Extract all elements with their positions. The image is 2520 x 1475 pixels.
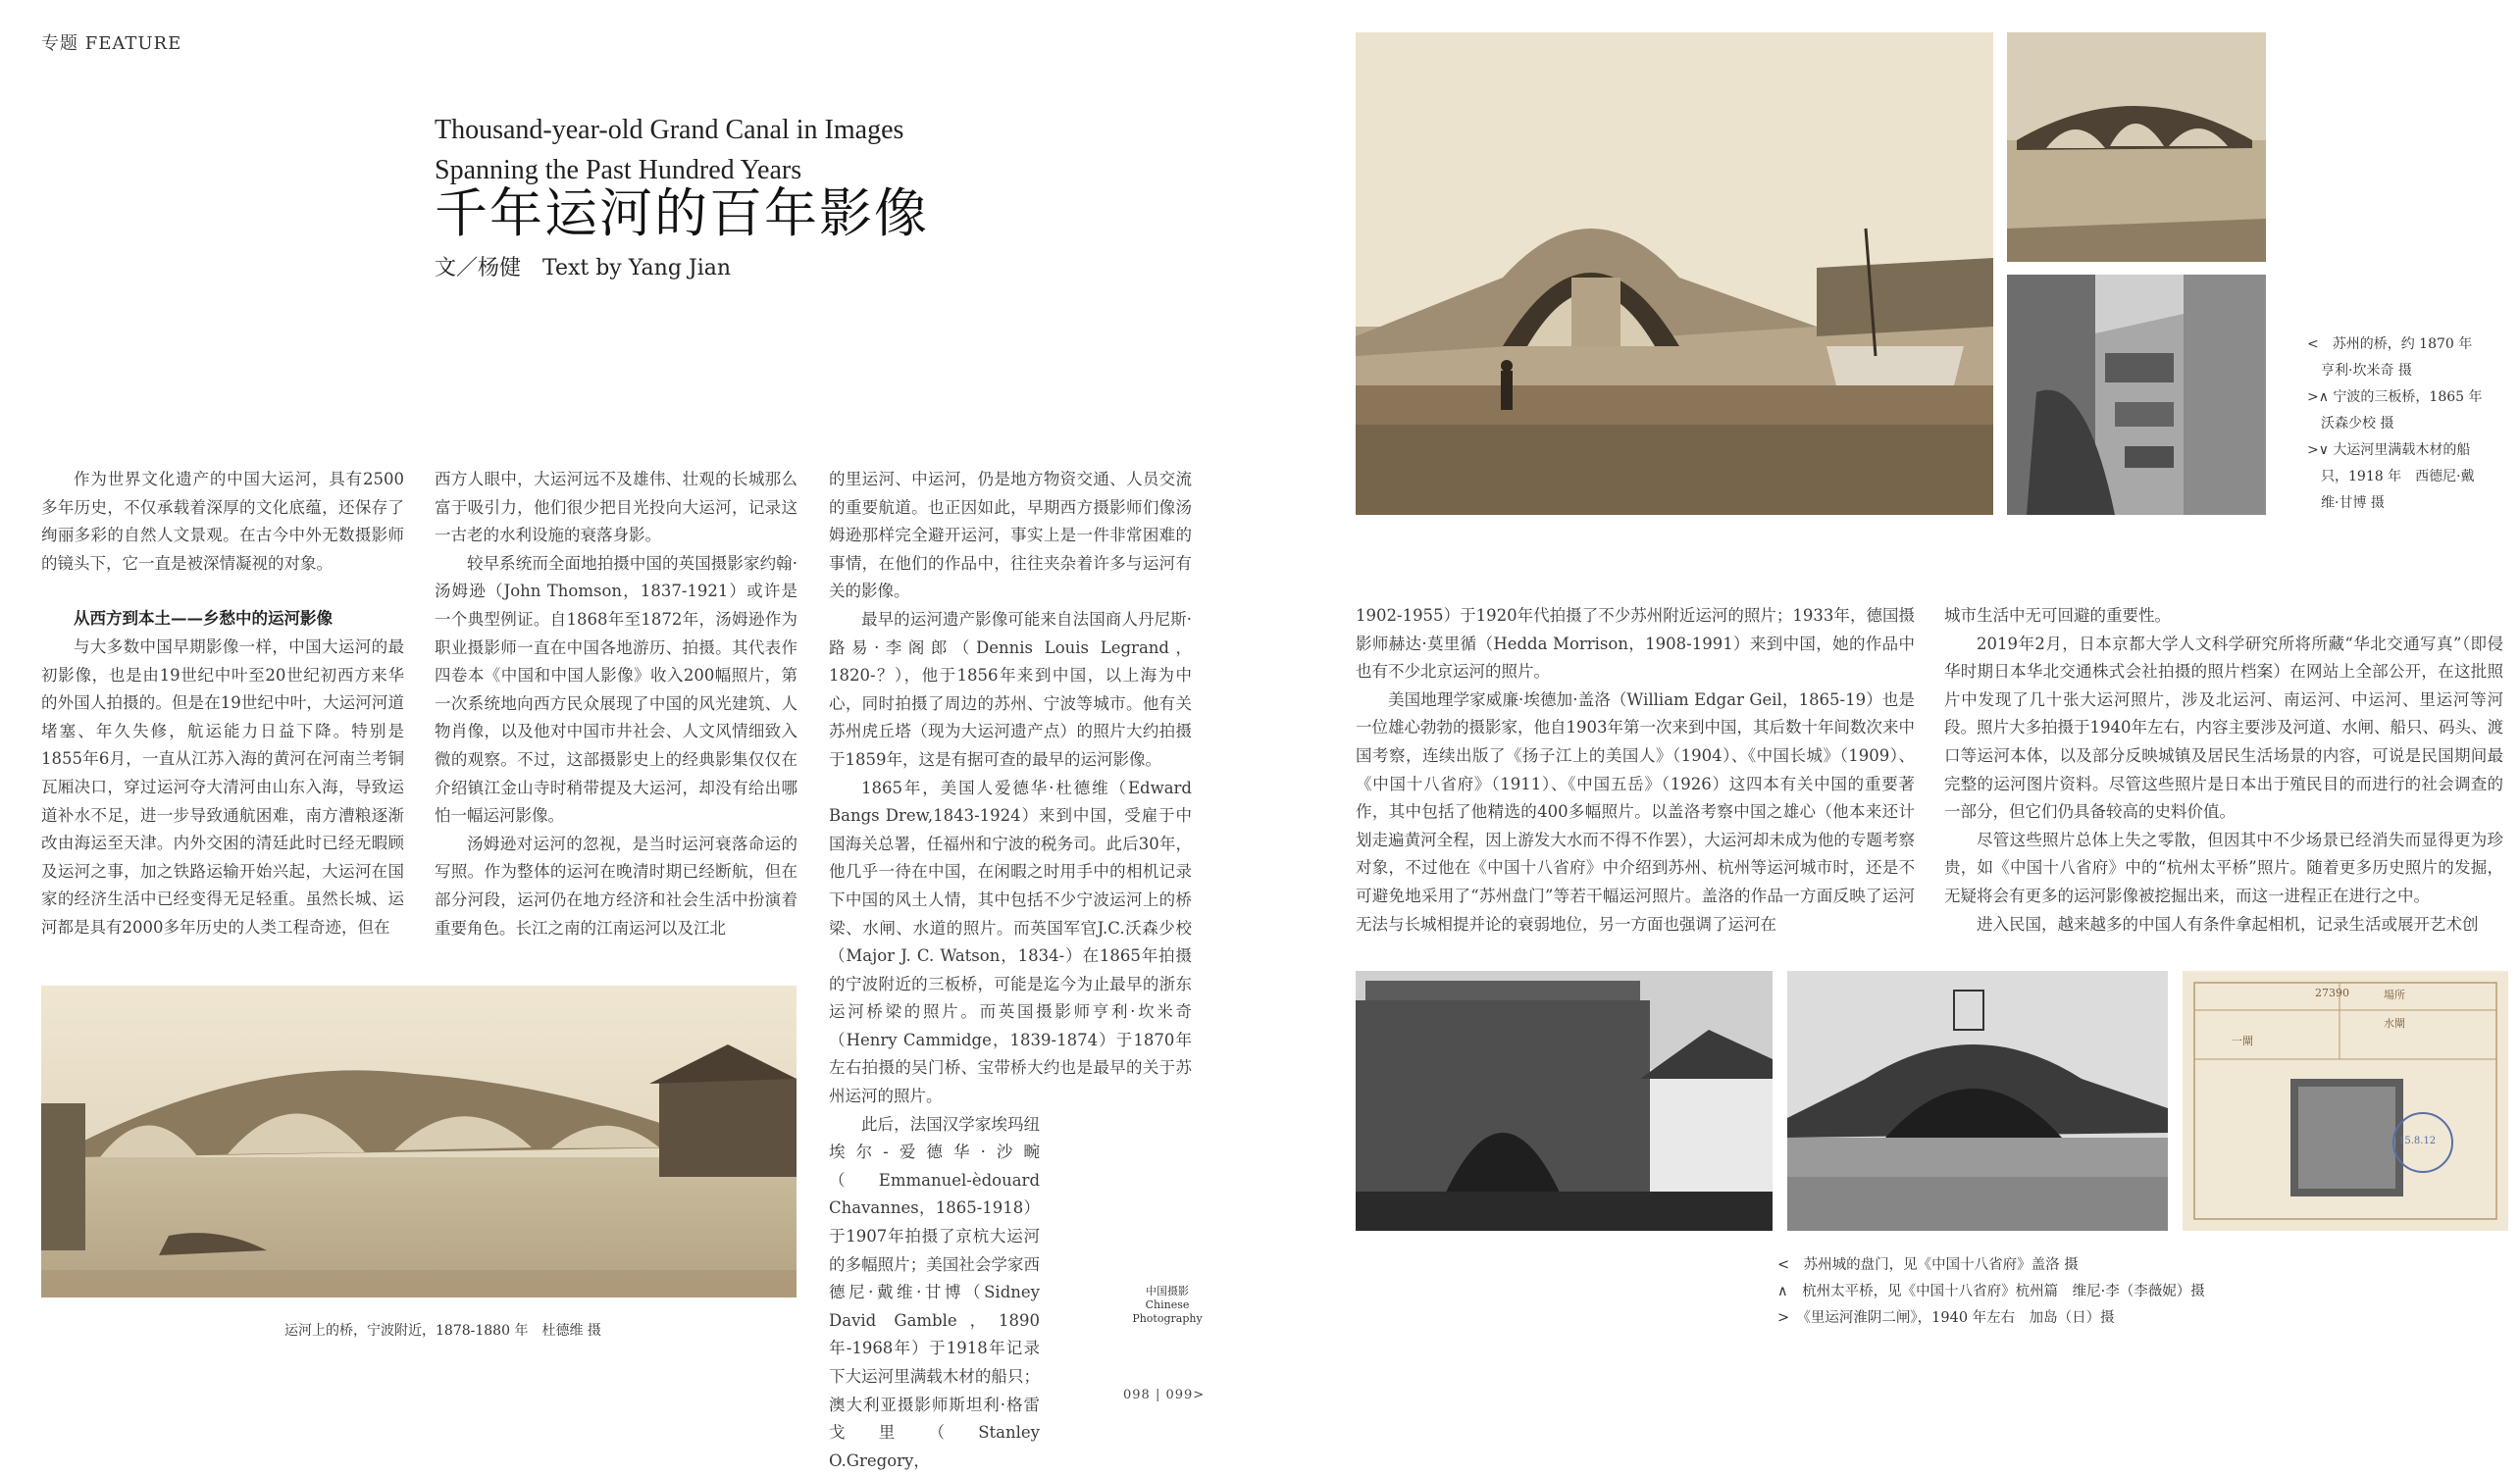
photo-caption: 运河上的桥，宁波附近，1878-1880 年 杜德维 摄 [284, 1323, 601, 1339]
section-label: 专题 FEATURE [41, 33, 182, 54]
card-number: 27390 [2315, 987, 2349, 999]
card-stamp: 15.8.12 [2398, 1136, 2437, 1146]
card-small-label: 一閘 [2232, 1035, 2253, 1047]
caption-line: < 苏州的桥，约 1870 年 [2307, 336, 2473, 352]
paragraph: 尽管这些照片总体上失之零散，但因其中不少场景已经消失而显得更为珍贵，如《中国十八省府》中的“杭州太平桥”照片。随着更多历史照片的发掘，无疑将会有更多的运河影像被挖掘出来，而这一进程正在进行之中。 [1944, 830, 2503, 905]
caption-line: > 《里运河淮阴二闸》，1940 年左右 加岛（日）摄 [1777, 1310, 2115, 1326]
paragraph: 美国地理学家威廉·埃德加·盖洛（William Edgar Geil，1865-19）也是一位雄心勃勃的摄影家，他自1903年第一次来到中国，其后数十年间数次来中国考察，连续出版了《扬子江上的美国人》（1904）、《中国长城》（1909）、《中国十八省府》（1911）、《中国五岳》（1926）这四本有关中国的重要著作，其中包括了他精选的400多幅照片。以盖洛考察中国之雄心（他本来还计划走遍黄河全程，因上游发大水而不得不作罢），大运河却未成为他的专题考察对象，不过他在《中国十八省府》中介绍到苏州、杭州等运河城市时，还是不可避免地采用了“苏州盘门”等若干幅运河照片。盖洛的作品一方面反映了运河无法与长城相提并论的衰弱地位，另一方面也强调了运河在 [1356, 689, 1915, 934]
magazine-credit [1128, 1285, 1207, 1326]
caption-line: 沃森少校 摄 [2307, 416, 2394, 432]
body-column-2 [435, 466, 797, 942]
caption-line: 亨利·坎米奇 摄 [2307, 363, 2412, 379]
paragraph: 汤姆逊对运河的忽视，是当时运河衰落命运的写照。作为整体的运河在晚清时期已经断航，但在部分河段，运河仍在地方经济和社会生活中扮演着重要角色。长江之南的江南运河以及江北 [435, 834, 797, 938]
byline: 文／杨健 Text by Yang Jian [435, 256, 732, 280]
photo-archive-card [2183, 971, 2508, 1231]
section-heading: 从西方到本土——乡愁中的运河影像 [74, 609, 333, 629]
body-column-5 [1944, 602, 2503, 939]
paragraph: 城市生活中无可回避的重要性。 [1944, 606, 2171, 625]
paragraph: 西方人眼中，大运河远不及雄伟、壮观的长城那么富于吸引力，他们很少把目光投向大运河，记录这一古老的水利设施的衰落身影。 [435, 470, 797, 545]
caption-line: 维·甘博 摄 [2307, 495, 2385, 511]
paragraph: 进入民国，越来越多的中国人有条件拿起相机，记录生活或展开艺术创 [1977, 914, 2479, 934]
credit-line: Photography [1132, 1312, 1203, 1325]
paragraph: 的里运河、中运河，仍是地方物资交通、人员交流的重要航道。也正因如此，早期西方摄影师们像汤姆逊那样完全避开运河，事实上是一件非常困难的事情，在他们的作品中，往往夹杂着许多与运河有关的影像。 [829, 470, 1192, 601]
paragraph: 1865年，美国人爱德华·杜德维（Edward Bangs Drew,1843-1924）来到中国，受雇于中国海关总署，任福州和宁波的税务司。此后30年，他几乎一待在中国，在闲暇之时用手中的相机记录下中国的风土人情，其中包括不少宁波运河上的桥梁、水闸、水道的照片。而英国军官J.C.沃森少校（Major J. C. Watson，1834-）在1865年拍摄的宁波附近的三板桥，可能是迄今为止最早的浙东运河桥梁的照片。而英国摄影师亨利·坎米奇（Henry Cammidge，1839-1874）于1870年左右拍摄的吴门桥、宝带桥大约也是最早的关于苏州运河的照片。 [829, 778, 1192, 1106]
body-column-4 [1356, 602, 1915, 939]
page-numbers: 098 | 099> [1123, 1388, 1206, 1402]
paragraph: 2019年2月，日本京都大学人文科学研究所将所藏“华北交通写真”（即侵华时期日本华北交通株式会社拍摄的照片档案）在网站上全部公开，在这批照片中发现了几十张大运河照片，涉及北运河、南运河、中运河、里运河等河段。照片大多拍摄于1940年左右，内容主要涉及河道、水闸、船只、码头、渡口等运河本体，以及部分反映城镇及居民生活场景的内容，可说是民国期间最完整的运河图片资料。尽管这些照片是日本出于殖民目的而进行的社会调查的一部分，但它们仍具备较高的史料价值。 [1944, 634, 2503, 822]
photo-timber-boats [2007, 275, 2266, 515]
credit-line: Chinese [1145, 1298, 1190, 1311]
caption-line: 只，1918 年 西德尼·戴 [2307, 469, 2475, 484]
paragraph: 作为世界文化遗产的中国大运河，具有2500多年历史，不仅承载着深厚的文化底蕴，还保存了绚丽多彩的自然人文景观。在古今中外无数摄影师的镜头下，它一直是被深情凝视的对象。 [41, 470, 404, 573]
credit-line: 中国摄影 [1146, 1285, 1189, 1297]
title-english [435, 110, 903, 190]
side-caption [2307, 331, 2508, 517]
photo-ningbo-bridge [41, 986, 797, 1297]
photo-hangzhou-taiping-bridge [1787, 971, 2168, 1231]
paragraph: 较早系统而全面地拍摄中国的英国摄影家约翰·汤姆逊（John Thomson，1837-1921）或许是一个典型例证。自1868年至1872年，汤姆逊作为职业摄影师一直在中国各地游历、拍摄。其代表作四卷本《中国和中国人影像》收入200幅照片，第一次系统地向西方民众展现了中国的风光建筑、人物肖像，以及他对中国市井社会、人文风情细致入微的观察。不过，这部摄影史上的经典影集仅仅在介绍镇江金山寺时稍带提及大运河，却没有给出哪怕一幅运河影像。 [435, 553, 797, 826]
title-chinese: 千年运河的百年影像 [435, 182, 929, 244]
photo-suzhou-panmen [1356, 971, 1773, 1231]
paragraph: 最早的运河遗产影像可能来自法国商人丹尼斯·路易·李阁郎（Dennis Louis Legrand，1820-？），他于1856年来到中国，以上海为中心，同时拍摄了周边的苏州、宁波等城市。他有关苏州虎丘塔（现为大运河遗产点）的照片大约拍摄于1859年，这是有据可查的最早的运河影像。 [829, 609, 1192, 769]
card-field: 水閘 [2384, 1017, 2405, 1030]
paragraph: 与大多数中国早期影像一样，中国大运河的最初影像，也是由19世纪中叶至20世纪初西方来华的外国人拍摄的。但是在19世纪中叶，大运河河道堵塞、年久失修，航运能力日益下降。特别是1855年6月，一直从江苏入海的黄河在河南兰考铜瓦厢决口，穿过运河夺大清河由山东入海，导致运道补水不足，进一步导致通航困难，南方漕粮逐渐改由海运至天津。内外交困的清廷此时已经无暇顾及运河之事，加之铁路运输开始兴起，大运河在国家的经济生活中已经变得无足轻重。虽然长城、运河都是具有2000多年历史的人类工程奇迹，但在 [41, 636, 404, 937]
paragraph: 此后，法国汉学家埃玛纽埃尔-爱德华·沙畹（Emmanuel-èdouard Chavannes，1865-1918）于1907年拍摄了京杭大运河的多幅照片；美国社会学家西德尼·戴维·甘博（Sidney David Gamble，1890年-1968年）于1918年记录下大运河里满载木材的船只；澳大利亚摄影师斯坦利·格雷戈里（Stanley O.Gregory， [829, 1114, 1040, 1470]
caption-line: < 苏州城的盘门，见《中国十八省府》盖洛 摄 [1777, 1257, 2079, 1273]
bottom-caption [1777, 1252, 2484, 1332]
caption-line: ∧ 杭州太平桥，见《中国十八省府》杭州篇 维尼·李（李薇妮）摄 [1777, 1284, 2205, 1299]
caption-line: >∧ 宁波的三板桥，1865 年 [2307, 389, 2483, 405]
caption-line: >∨ 大运河里满载木材的船 [2307, 442, 2471, 458]
card-label-left: 場所 [2384, 989, 2405, 1001]
photo-suzhou-bridge [1356, 32, 1993, 515]
paragraph: 1902-1955）于1920年代拍摄了不少苏州附近运河的照片；1933年，德国摄影师赫达·莫里循（Hedda Morrison，1908-1991）来到中国，她的作品中也有不少北京运河的照片。 [1356, 606, 1915, 682]
title-en-line2: Spanning the Past Hundred Years [435, 155, 802, 185]
title-en-line1: Thousand-year-old Grand Canal in Images [435, 115, 904, 145]
body-column-1 [41, 466, 404, 942]
photo-ningbo-sanban-bridge [2007, 32, 2266, 262]
